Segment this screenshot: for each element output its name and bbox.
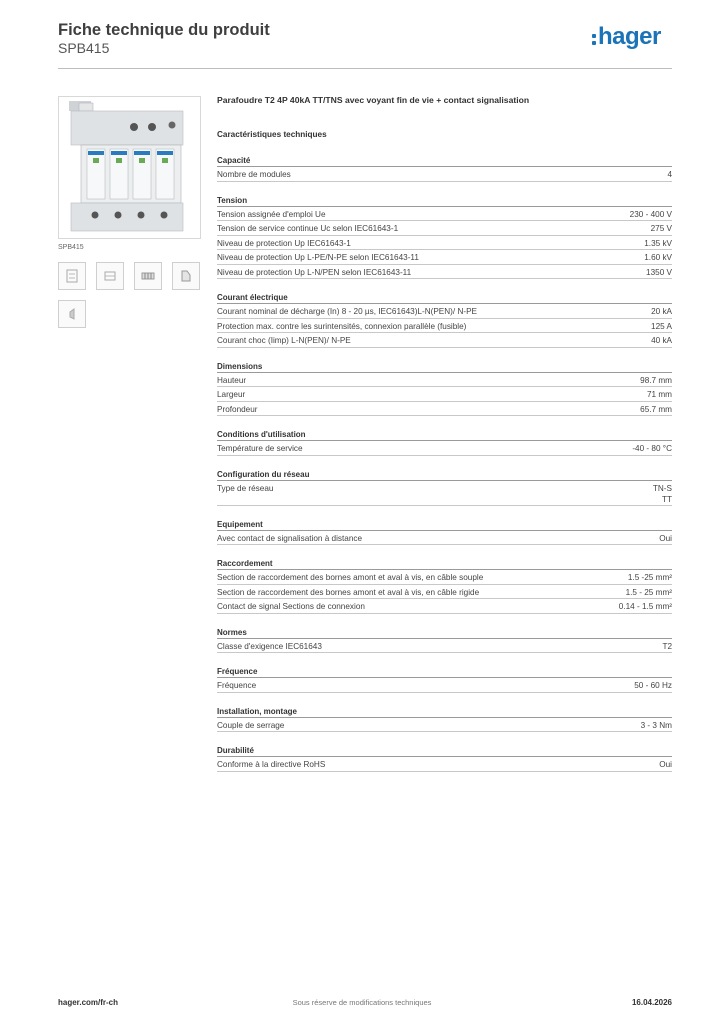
spec-title: Caractéristiques techniques <box>217 130 327 139</box>
spec-section <box>217 196 672 280</box>
spec-value: 50 - 60 Hz <box>634 681 672 690</box>
spec-label: Nombre de modules <box>217 170 291 179</box>
spec-value: 1.5 -25 mm² <box>627 573 672 582</box>
hager-logo[interactable] <box>592 25 661 49</box>
logo-dots-icon <box>592 34 596 45</box>
spec-section <box>217 362 672 417</box>
spec-row <box>217 481 672 506</box>
spec-row <box>217 236 672 251</box>
spec-section <box>217 470 672 506</box>
spec-row <box>217 718 672 733</box>
thumbnail-gallery <box>58 262 200 328</box>
spec-section <box>217 746 672 772</box>
section-heading: Equipement <box>217 520 672 531</box>
spec-label: Classe d'exigence IEC61643 <box>217 641 322 651</box>
footer-website-link[interactable]: hager.com/fr-ch <box>58 998 119 1007</box>
spec-label: Courant choc (Iimp) L-N(PEN)/ N-PE <box>217 336 351 345</box>
spec-value: 1.60 kV <box>644 253 672 262</box>
spec-row <box>217 373 672 388</box>
spec-label: Contact de signal Sections de connexion <box>217 602 365 611</box>
section-heading: Raccordement <box>217 559 672 570</box>
spec-value: 1.5 - 25 mm² <box>625 587 672 597</box>
product-image-caption: SPB415 <box>58 244 84 251</box>
spec-section <box>217 156 672 182</box>
spec-section <box>217 628 672 654</box>
thumb-front-icon[interactable] <box>58 262 86 290</box>
spec-value: T2 <box>662 641 672 651</box>
spec-label: Niveau de protection Up L-PE/N-PE selon IEC61643-11 <box>217 253 419 262</box>
spec-section <box>217 707 672 733</box>
section-heading: Fréquence <box>217 667 672 678</box>
spec-label: Niveau de protection Up IEC61643-1 <box>217 238 351 248</box>
spec-section <box>217 293 672 348</box>
section-heading: Dimensions <box>217 362 672 373</box>
spec-value: 1.35 kV <box>644 238 672 248</box>
spec-label: Tension assignée d'emploi Ue <box>217 209 326 219</box>
spec-row <box>217 639 672 654</box>
spec-row <box>217 207 672 222</box>
thumb-side-icon[interactable] <box>172 262 200 290</box>
section-heading: Configuration du réseau <box>217 470 672 481</box>
spec-value: 4 <box>667 170 672 179</box>
footer-disclaimer: Sous réserve de modifications techniques <box>292 998 432 1007</box>
product-image[interactable] <box>58 96 201 239</box>
spec-value: Oui <box>659 760 672 769</box>
spec-label: Section de raccordement des bornes amont et aval à vis, en câble rigide <box>217 587 480 597</box>
spec-value: TN-S TT <box>652 483 672 504</box>
spec-value: 71 mm <box>646 390 672 399</box>
spec-row <box>217 304 672 319</box>
spec-value: -40 - 80 °C <box>632 444 672 453</box>
spec-label: Conforme à la directive RoHS <box>217 760 326 769</box>
spec-row <box>217 441 672 456</box>
spec-label: Section de raccordement des bornes amont et aval à vis, en câble souple <box>217 573 484 582</box>
spec-label: Niveau de protection Up L-N/PEN selon IEC61643-11 <box>217 267 412 277</box>
section-heading: Installation, montage <box>217 707 672 718</box>
spec-row <box>217 319 672 334</box>
spec-label: Profondeur <box>217 404 258 414</box>
page-title: Fiche technique du produit <box>58 21 270 39</box>
spec-label: Température de service <box>217 444 303 453</box>
spec-label: Tension de service continue Uc selon IEC61643-1 <box>217 224 399 233</box>
product-description: Parafoudre T2 4P 40kA TT/TNS avec voyant fin de vie + contact signalisation <box>217 95 530 105</box>
spec-value: 230 - 400 V <box>629 209 672 219</box>
spec-row <box>217 678 672 693</box>
spec-value: 98.7 mm <box>640 375 672 385</box>
spec-value: 20 kA <box>651 307 672 316</box>
header-divider <box>58 68 672 69</box>
product-reference: SPB415 <box>58 40 110 56</box>
spec-section <box>217 667 672 693</box>
logo-text: hager <box>598 23 661 50</box>
spec-label: Fréquence <box>217 681 257 690</box>
section-heading: Normes <box>217 628 672 639</box>
spec-value: 1350 V <box>646 267 672 277</box>
section-heading: Conditions d'utilisation <box>217 430 672 441</box>
thumb-dimension-icon[interactable] <box>96 262 124 290</box>
spec-row <box>217 333 672 348</box>
spec-value: 0.14 - 1.5 mm² <box>618 602 672 611</box>
section-heading: Capacité <box>217 156 672 167</box>
spec-value: Oui <box>659 533 672 543</box>
spec-row <box>217 531 672 546</box>
spec-row <box>217 570 672 585</box>
spec-label: Courant nominal de décharge (In) 8 - 20 µs, IEC61643)L-N(PEN)/ N-PE <box>217 307 478 316</box>
spec-row <box>217 585 672 600</box>
spec-section <box>217 520 672 546</box>
spec-value: 275 V <box>650 224 672 233</box>
thumb-wiring-icon[interactable] <box>134 262 162 290</box>
spec-section <box>217 559 672 614</box>
spec-row <box>217 221 672 236</box>
spec-row <box>217 599 672 614</box>
spec-label: Couple de serrage <box>217 720 285 730</box>
spec-value: 3 - 3 Nm <box>640 720 672 730</box>
thumb-detail-icon[interactable] <box>58 300 86 328</box>
footer-date: 16.04.2026 <box>631 998 672 1007</box>
spec-section <box>217 430 672 456</box>
surge-protector-icon <box>59 97 200 238</box>
spec-row <box>217 757 672 772</box>
section-heading: Courant électrique <box>217 293 672 304</box>
spec-label: Avec contact de signalisation à distance <box>217 533 363 543</box>
spec-sections <box>217 156 672 772</box>
spec-label: Hauteur <box>217 375 247 385</box>
spec-row <box>217 167 672 182</box>
spec-value: 65.7 mm <box>640 404 672 414</box>
spec-label: Type de réseau <box>217 483 274 493</box>
spec-row <box>217 265 672 280</box>
spec-sheet <box>217 95 672 772</box>
spec-value: 40 kA <box>651 336 672 345</box>
section-heading: Tension <box>217 196 672 207</box>
spec-value: 125 A <box>651 321 672 331</box>
spec-row <box>217 250 672 265</box>
spec-label: Protection max. contre les surintensités, connexion parallèle (fusible) <box>217 321 467 331</box>
spec-label: Largeur <box>217 390 246 399</box>
spec-row <box>217 387 672 402</box>
section-heading: Durabilité <box>217 746 672 757</box>
spec-row <box>217 402 672 417</box>
